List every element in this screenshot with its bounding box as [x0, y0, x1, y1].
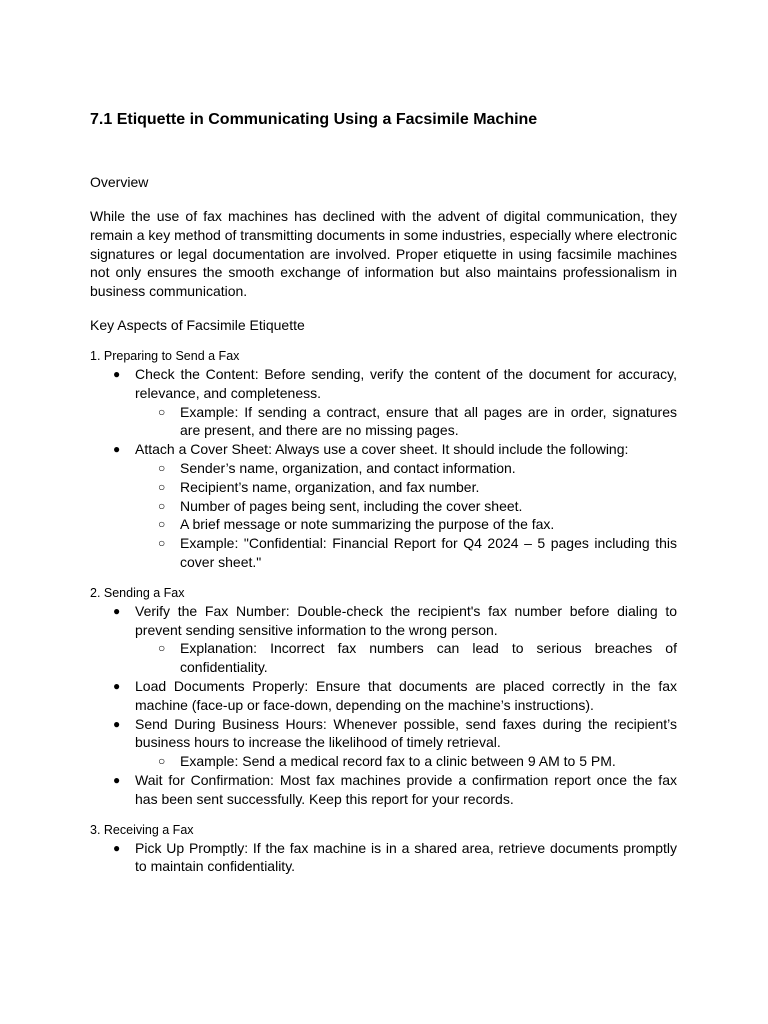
list-item — [113, 771, 677, 809]
list-item — [113, 440, 677, 572]
sub-list-item — [158, 478, 677, 497]
sub-list-item-text: Recipient’s name, organization, and fax number. — [180, 478, 480, 495]
sub-list-item — [158, 403, 677, 441]
section-list-receiving — [90, 839, 677, 877]
list-item-text: Wait for Confirmation: Most fax machines provide a confirmation report once the fax has been sent successfully. Keep this report for your records. — [135, 771, 677, 807]
section-heading-preparing: 1. Preparing to Send a Fax — [90, 348, 240, 363]
sub-list — [135, 639, 677, 677]
sub-list-item — [158, 752, 677, 771]
overview-heading: Overview — [90, 174, 149, 190]
sub-list-item-text: A brief message or note summarizing the purpose of the fax. — [180, 516, 555, 533]
document-title: 7.1 Etiquette in Communicating Using a Facsimile Machine — [90, 111, 538, 128]
sub-list-item — [158, 534, 677, 572]
bullet-icon: ● — [113, 442, 121, 457]
sub-bullet-icon: ○ — [158, 754, 166, 769]
list-item-text: Load Documents Properly: Ensure that documents are placed correctly in the fax machine (face-up or face-down, depending on the machine’s instructions). — [135, 677, 677, 713]
list-item — [113, 839, 677, 877]
list-item — [113, 365, 677, 440]
list-item-text: Send During Business Hours: Whenever possible, send faxes during the recipient’s business hours to increase the likelihood of timely retrieval. — [135, 715, 677, 751]
list-item — [113, 602, 677, 677]
bullet-icon: ● — [113, 366, 121, 381]
sub-list-item — [158, 515, 677, 534]
list-item-text: Attach a Cover Sheet: Always use a cover sheet. It should include the following: — [135, 441, 629, 458]
sub-bullet-icon: ○ — [158, 404, 166, 419]
sub-list — [135, 403, 677, 441]
sub-list-item — [158, 497, 677, 516]
bullet-icon: ● — [113, 678, 121, 693]
sub-list-item-text: Example: "Confidential: Financial Report for Q4 2024 – 5 pages including this cover sheet." — [180, 535, 677, 570]
sub-list — [135, 752, 677, 771]
section-list-sending — [90, 602, 677, 809]
list-item-text: Check the Content: Before sending, verify the content of the document for accuracy, relevance, and completeness. — [135, 365, 677, 401]
key-aspects-heading: Key Aspects of Facsimile Etiquette — [90, 316, 305, 333]
bullet-icon: ● — [113, 840, 121, 855]
sub-list-item-text: Number of pages being sent, including the cover sheet. — [180, 497, 523, 514]
list-item — [113, 715, 677, 771]
sub-list-item-text: Example: Send a medical record fax to a clinic between 9 AM to 5 PM. — [180, 753, 616, 770]
list-item-text: Verify the Fax Number: Double-check the recipient's fax number before dialing to prevent sending sensitive information to the wrong person. — [135, 602, 677, 638]
sub-list-item-text: Example: If sending a contract, ensure that all pages are in order, signatures are present, and there are no missing pages. — [180, 403, 677, 439]
sub-list-item — [158, 639, 677, 677]
section-heading-receiving: 3. Receiving a Fax — [90, 822, 194, 837]
sub-list-item-text: Sender’s name, organization, and contact information. — [180, 459, 516, 476]
bullet-icon: ● — [113, 603, 121, 618]
sub-bullet-icon: ○ — [158, 641, 166, 656]
intro-paragraph: While the use of fax machines has declined with the advent of digital communication, they remain a key method of transmitting documents in some industries, especially where electronic signatures or legal documentation are involved. Proper etiquette in using facsimile machines not only ensures the smooth exchange of information but also maintains professionalism in business communication. — [90, 208, 677, 300]
sub-bullet-icon: ○ — [158, 460, 166, 475]
bullet-icon: ● — [113, 772, 121, 787]
sub-list-item-text: Explanation: Incorrect fax numbers can lead to serious breaches of confidentiality. — [180, 640, 677, 676]
section-list-preparing — [90, 365, 677, 572]
sub-list — [135, 459, 677, 572]
sub-bullet-icon: ○ — [158, 536, 166, 551]
list-item — [113, 677, 677, 715]
sub-bullet-icon: ○ — [158, 498, 166, 513]
sub-list-item — [158, 459, 677, 478]
section-heading-sending: 2. Sending a Fax — [90, 585, 185, 600]
list-item-text: Pick Up Promptly: If the fax machine is in a shared area, retrieve documents promptly to maintain confidentiality. — [135, 839, 677, 875]
sub-bullet-icon: ○ — [158, 517, 166, 532]
bullet-icon: ● — [113, 716, 121, 731]
sub-bullet-icon: ○ — [158, 479, 166, 494]
